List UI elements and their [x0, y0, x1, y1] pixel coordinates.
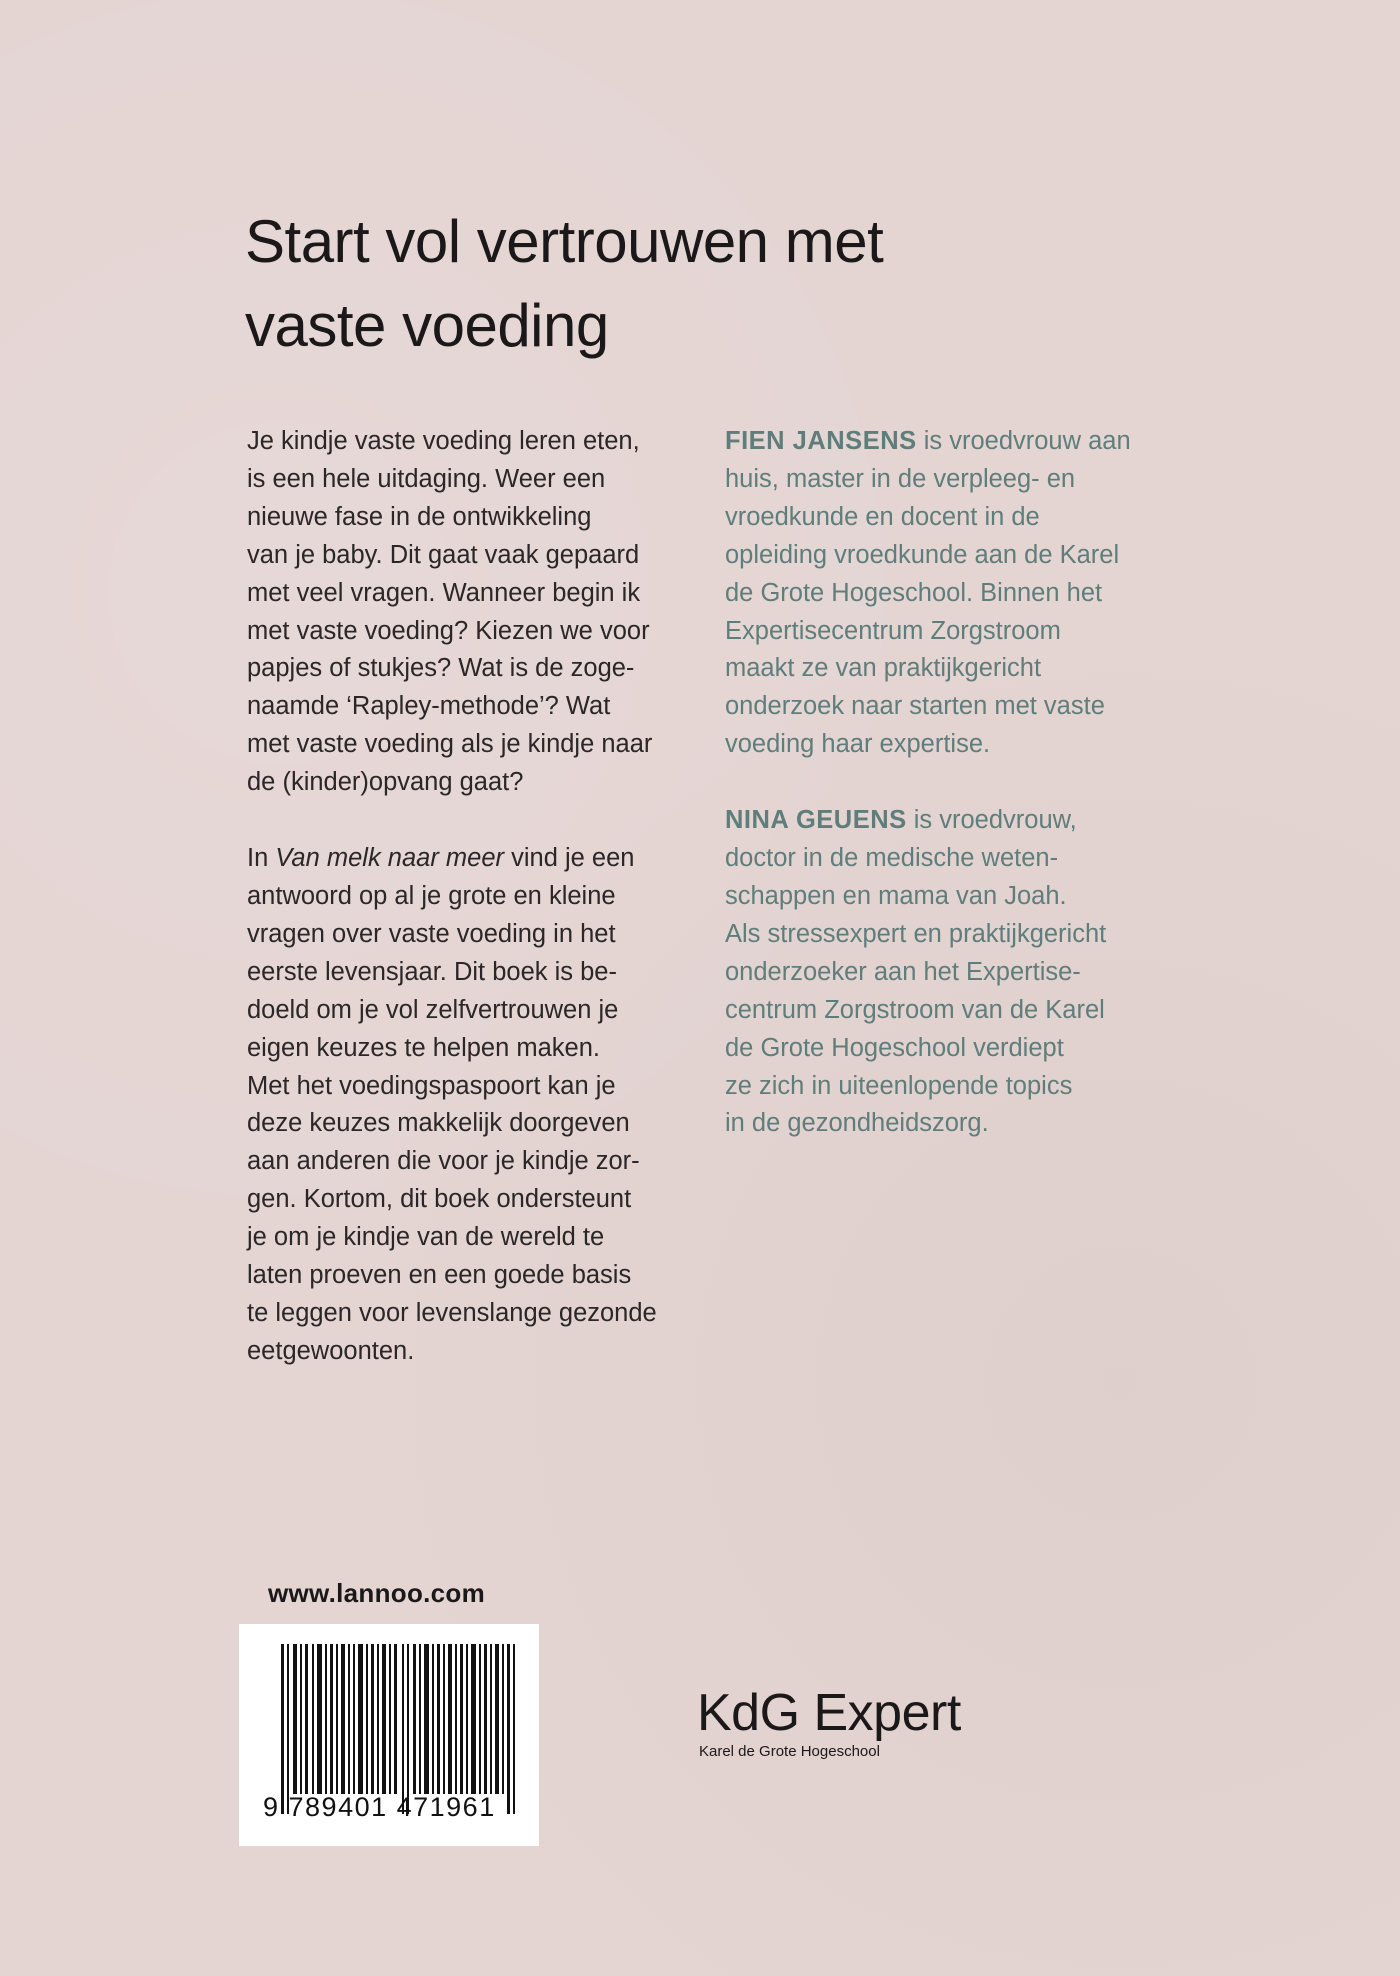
blurb-line: te leggen voor levenslange gezonde [247, 1298, 657, 1327]
blurb-line: is een hele uitdaging. Weer een [247, 464, 606, 493]
author-line: Als stressexpert en praktijkgericht [725, 919, 1107, 948]
blurb-line: eetgewoonten. [247, 1336, 415, 1365]
author-line: vroedkunde en docent in de [725, 502, 1040, 531]
author-line: onderzoeker aan het Expertise- [725, 957, 1081, 986]
logo-wordmark: KdG Expert [697, 1684, 961, 1742]
blurb-line: Je kindje vaste voeding leren eten, [247, 427, 640, 455]
blurb-line [247, 840, 687, 878]
isbn-barcode [239, 1624, 539, 1846]
blurb-line: met vaste voeding? Kiezen we voor [247, 616, 650, 645]
blurb-line: vragen over vaste voeding in het [247, 919, 616, 948]
author-line: in de gezondheidszorg. [725, 1109, 989, 1138]
author-line: ze zich in uiteenlopende topics [725, 1071, 1073, 1100]
blurb-line: eigen keuzes te helpen maken. [247, 1033, 600, 1062]
author-name: NINA GEUENS [725, 806, 907, 835]
author-line: huis, master in de verpleeg- en [725, 464, 1076, 493]
logo-subtitle: Karel de Grote Hogeschool [699, 1743, 880, 1760]
author-name: FIEN JANSENS [725, 427, 917, 455]
author-line: centrum Zorgstroom van de Karel [725, 995, 1105, 1024]
blurb-line: je om je kindje van de wereld te [247, 1223, 605, 1252]
author-line: de Grote Hogeschool verdiept [725, 1033, 1064, 1062]
author-line: onderzoek naar starten met vaste [725, 692, 1105, 721]
isbn-number: 9 789401 471961 [263, 1792, 496, 1822]
kdg-expert-logo [697, 1683, 1007, 1773]
author-bio-nina-geuens [725, 802, 1185, 1143]
author-line: de Grote Hogeschool. Binnen het [725, 578, 1103, 607]
author-text-fragment: is vroedvrouw, [906, 806, 1077, 835]
author-line: maakt ze van praktijkgericht [725, 654, 1042, 683]
blurb-paragraph [247, 423, 687, 802]
blurb-text-fragment: vind je een [504, 844, 635, 873]
blurb-line: van je baby. Dit gaat vaak gepaard [247, 540, 640, 569]
blurb-line: deze keuzes makkelijk doorgeven [247, 1109, 630, 1138]
author-text-fragment: is vroedvrouw aan [916, 427, 1131, 455]
blurb-line: antwoord op al je grote en kleine [247, 881, 616, 910]
author-bio-fien-jansens [725, 423, 1185, 764]
author-line [725, 802, 1185, 840]
author-line: opleiding vroedkunde aan de Karel [725, 540, 1120, 569]
title-line: vaste voeding [245, 292, 609, 359]
blurb-line: naamde ‘Rapley-methode’? Wat [247, 692, 611, 721]
blurb-line: de (kinder)opvang gaat? [247, 768, 524, 797]
author-line [725, 423, 1185, 461]
blurb-line: laten proeven en een goede basis [247, 1261, 632, 1290]
blurb-line: doeld om je vol zelfvertrouwen je [247, 995, 619, 1024]
blurb-line: eerste levensjaar. Dit boek is be- [247, 957, 617, 986]
title-line: Start vol vertrouwen met [245, 208, 884, 275]
blurb-text-fragment: In [247, 844, 276, 873]
author-line: doctor in de medische weten- [725, 844, 1059, 873]
author-line: schappen en mama van Joah. [725, 881, 1067, 910]
author-bios [725, 423, 1185, 1143]
blurb-line: met vaste voeding als je kindje naar [247, 730, 653, 759]
book-title-italic: Van melk naar meer [275, 844, 505, 873]
blurb-paragraph [247, 840, 687, 1371]
blurb-line: met veel vragen. Wanneer begin ik [247, 578, 641, 607]
blurb-line: nieuwe fase in de ontwikkeling [247, 502, 592, 531]
blurb-line: papjes of stukjes? Wat is de zoge- [247, 654, 635, 683]
blurb-line: Met het voedingspaspoort kan je [247, 1071, 616, 1100]
blurb-line: aan anderen die voor je kindje zor- [247, 1147, 640, 1176]
author-line: Expertisecentrum Zorgstroom [725, 616, 1061, 645]
cover-title [245, 200, 1045, 368]
blurb-text [247, 423, 687, 1371]
blurb-line: gen. Kortom, dit boek ondersteunt [247, 1185, 632, 1214]
author-line: voeding haar expertise. [725, 730, 991, 759]
publisher-url: www.lannoo.com [268, 1578, 486, 1608]
